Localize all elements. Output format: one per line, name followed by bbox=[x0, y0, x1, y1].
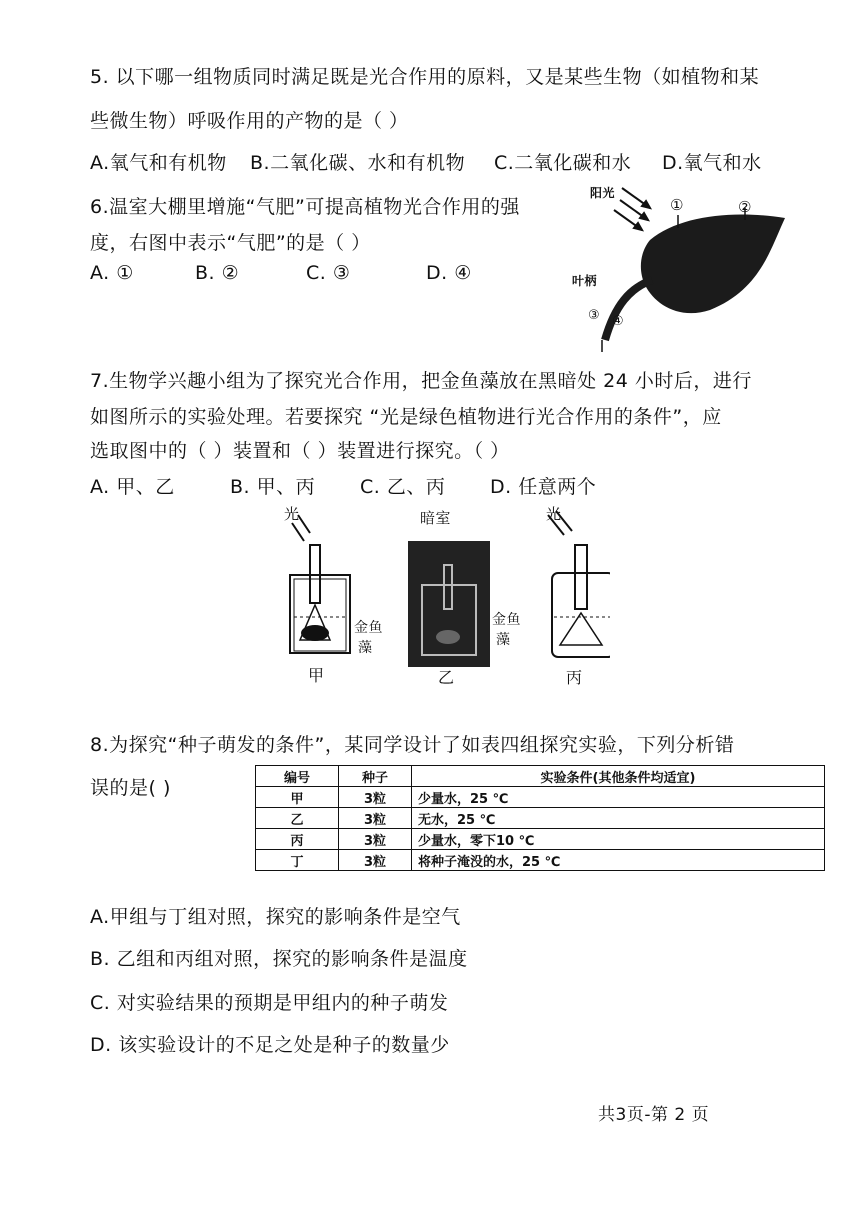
q6-option-d: D. ④ bbox=[426, 262, 472, 284]
marker-2: ② bbox=[738, 198, 752, 216]
table-row bbox=[256, 787, 825, 808]
marker-4: ④ bbox=[612, 314, 625, 329]
apparatus-label-jia: 甲 bbox=[308, 666, 325, 685]
beaker-jia bbox=[290, 515, 350, 653]
sunlight-label: 阳光 bbox=[590, 186, 616, 200]
q7-option-c: C. 乙、丙 bbox=[360, 476, 446, 498]
plant-label-yi-top: 金鱼 bbox=[492, 612, 521, 628]
q7-stem-line3: 选取图中的（ ）装置和（ ）装置进行探究。（ ） bbox=[90, 440, 510, 462]
leaf-figure bbox=[560, 180, 800, 355]
q8-stem-line1: 8.为探究“种子萌发的条件”，某同学设计了如表四组探究实验，下列分析错 bbox=[90, 734, 735, 756]
q7-option-d: D. 任意两个 bbox=[490, 476, 597, 498]
apparatus-label-yi: 乙 bbox=[438, 668, 455, 687]
plant-label-yi-bottom: 藻 bbox=[496, 632, 511, 648]
table-row bbox=[256, 808, 825, 829]
q8-option-b: B. 乙组和丙组对照，探究的影响条件是温度 bbox=[90, 948, 468, 970]
row-seeds: 3粒 bbox=[339, 829, 412, 850]
header-number: 编号 bbox=[256, 766, 339, 787]
q7-option-b: B. 甲、丙 bbox=[230, 476, 316, 498]
row-seeds: 3粒 bbox=[339, 808, 412, 829]
petiole bbox=[605, 280, 652, 340]
sunlight-arrows bbox=[614, 188, 650, 230]
petiole-label: 叶柄 bbox=[572, 274, 598, 288]
header-conditions: 实验条件(其他条件均适宜) bbox=[412, 766, 825, 787]
q6-stem-line2: 度，右图中表示“气肥”的是（ ） bbox=[90, 232, 371, 254]
q6-option-a: A. ① bbox=[90, 262, 134, 284]
q7-stem-line1: 7.生物学兴趣小组为了探究光合作用，把金鱼藻放在黑暗处 24 小时后，进行 bbox=[90, 370, 752, 392]
table-row bbox=[256, 829, 825, 850]
q8-option-a: A.甲组与丁组对照，探究的影响条件是空气 bbox=[90, 906, 461, 928]
table-row bbox=[256, 850, 825, 871]
leaf-blade bbox=[641, 214, 785, 313]
row-number: 甲 bbox=[256, 787, 339, 808]
row-conditions: 少量水，25 ℃ bbox=[412, 787, 825, 808]
q8-stem-line2: 误的是( ) bbox=[90, 777, 171, 799]
dark-room bbox=[408, 541, 490, 667]
row-number: 丙 bbox=[256, 829, 339, 850]
q5-stem-line2: 些微生物）呼吸作用的产物的是（ ） bbox=[90, 110, 409, 132]
plant-label-jia-bottom: 藻 bbox=[358, 640, 373, 656]
row-seeds: 3粒 bbox=[339, 787, 412, 808]
dark-room-label: 暗室 bbox=[420, 509, 452, 527]
plant-label-jia-top: 金鱼 bbox=[354, 620, 383, 636]
table-header-row bbox=[256, 766, 825, 787]
q7-stem-line2: 如图所示的实验处理。若要探究 “光是绿色植物进行光合作用的条件”，应 bbox=[90, 406, 722, 428]
q5-option-b: B.二氧化碳、水和有机物 bbox=[250, 152, 466, 174]
q6-stem-line1: 6.温室大棚里增施“气肥”可提高植物光合作用的强 bbox=[90, 196, 520, 218]
q8-option-d: D. 该实验设计的不足之处是种子的数量少 bbox=[90, 1034, 450, 1056]
q5-option-a: A.氧气和有机物 bbox=[90, 152, 227, 174]
row-conditions: 无水，25 ℃ bbox=[412, 808, 825, 829]
q5-option-d: D.氧气和水 bbox=[662, 152, 762, 174]
row-number: 乙 bbox=[256, 808, 339, 829]
light-label-jia: 光 bbox=[284, 505, 300, 523]
light-label-bing: 光 bbox=[546, 505, 562, 523]
row-number: 丁 bbox=[256, 850, 339, 871]
marker-1: ① bbox=[670, 196, 684, 214]
q6-option-c: C. ③ bbox=[306, 262, 351, 284]
page-footer: 共3页-第 2 页 bbox=[598, 1105, 710, 1125]
q8-option-c: C. 对实验结果的预期是甲组内的种子萌发 bbox=[90, 992, 449, 1014]
row-seeds: 3粒 bbox=[339, 850, 412, 871]
apparatus-figure bbox=[270, 505, 610, 690]
beaker-bing bbox=[548, 511, 610, 657]
row-conditions: 将种子淹没的水，25 ℃ bbox=[412, 850, 825, 871]
q5-option-c: C.二氧化碳和水 bbox=[494, 152, 632, 174]
q6-option-b: B. ② bbox=[195, 262, 240, 284]
header-seeds: 种子 bbox=[339, 766, 412, 787]
marker-3: ③ bbox=[588, 308, 601, 323]
row-conditions: 少量水，零下10 ℃ bbox=[412, 829, 825, 850]
q7-option-a: A. 甲、乙 bbox=[90, 476, 175, 498]
seed-germination-table bbox=[255, 765, 825, 871]
q5-stem-line1: 5. 以下哪一组物质同时满足既是光合作用的原料，又是某些生物（如植物和某 bbox=[90, 66, 760, 88]
apparatus-label-bing: 丙 bbox=[566, 668, 583, 687]
